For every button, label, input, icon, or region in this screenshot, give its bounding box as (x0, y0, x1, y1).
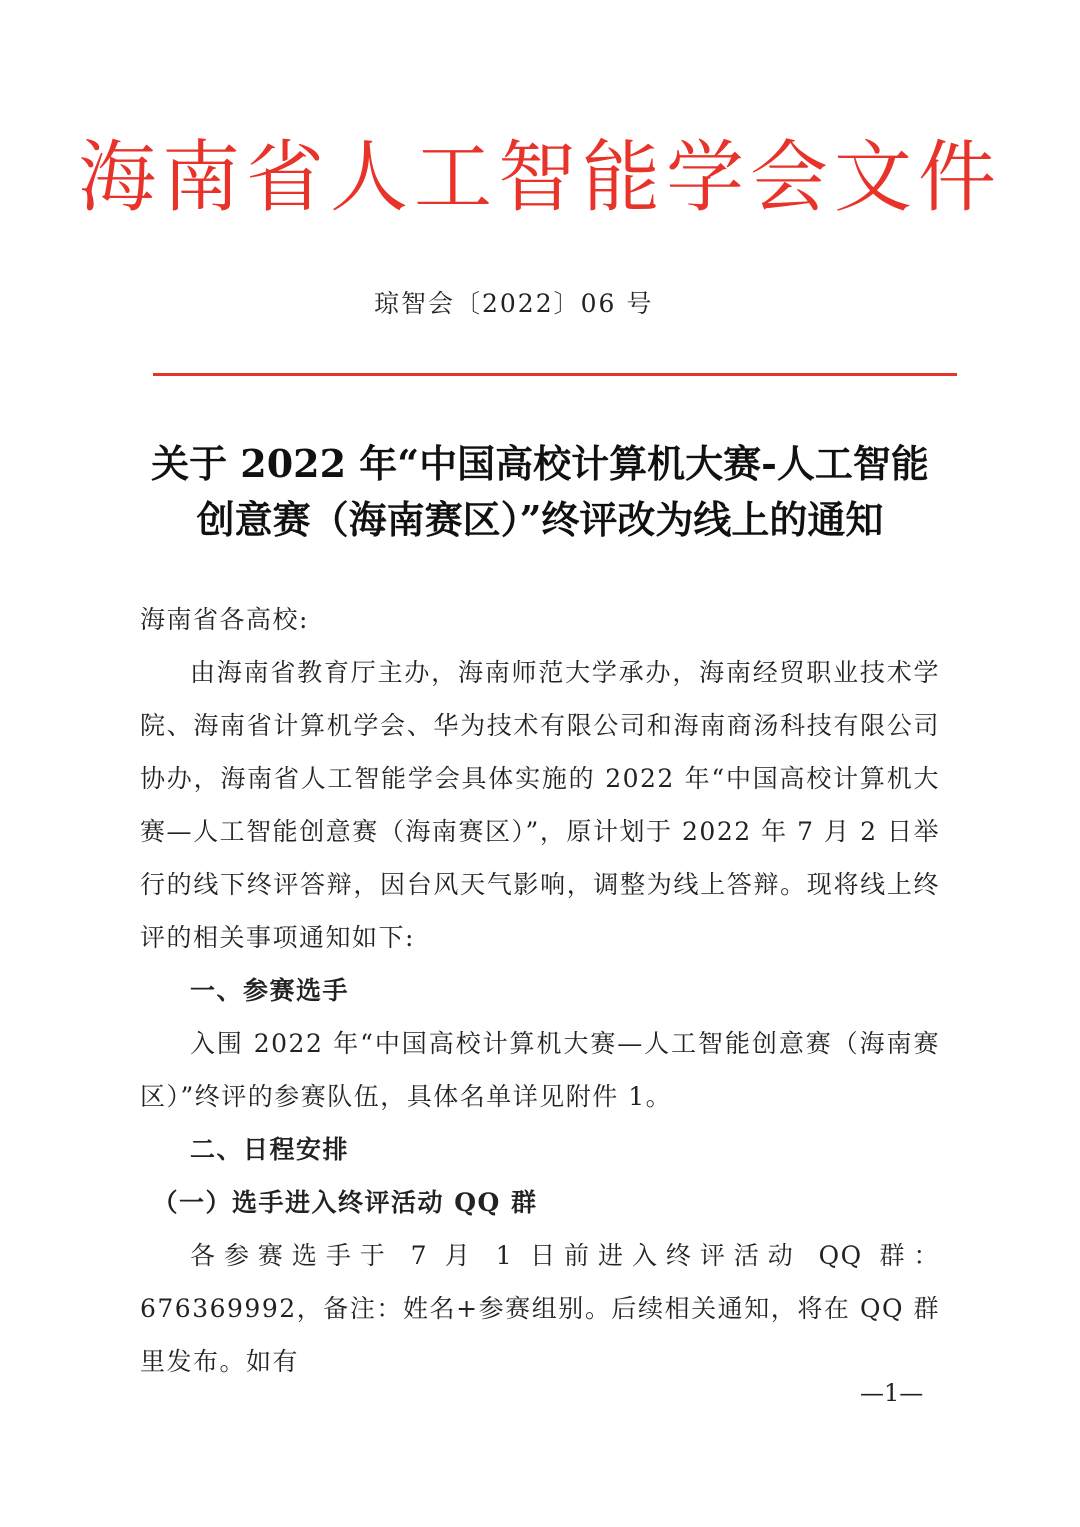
paragraph-qq-group: 各参赛选手于 7 月 1 日前进入终评活动 QQ 群：676369992，备注：姓名+参赛组别。后续相关通知，将在 QQ 群里发布。如有 (140, 1241, 940, 1376)
org-header-title: 海南省人工智能学会文件 (77, 133, 1002, 223)
subsection-heading-qq-group: （一）选手进入终评活动 QQ 群 (152, 1188, 538, 1217)
section-heading-schedule: 二、日程安排 (190, 1135, 350, 1164)
salutation: 海南省各高校: (140, 605, 309, 634)
document-body (140, 593, 940, 1388)
paragraph-participants: 入围 2022 年“中国高校计算机大赛—人工智能创意赛（海南赛区）”终评的参赛队伍，具体名单详见附件 1。 (140, 1029, 940, 1111)
title-line-2: 创意赛（海南赛区）”终评改为线上的通知 (196, 497, 884, 542)
document-title (120, 436, 960, 548)
page-number: —1— (860, 1379, 924, 1407)
paragraph-intro: 由海南省教育厅主办，海南师范大学承办，海南经贸职业技术学院、海南省计算机学会、华为技术有限公司和海南商汤科技有限公司协办，海南省人工智能学会具体实施的 2022 年“中国高校计算机大赛—人工智能创意赛（海南赛区）”，原计划于 2022 年 7 月 2 日举行的线下终评答辩，因台风天气影响，调整为线上答辩。现将线上终评的相关事项通知如下: (140, 658, 940, 952)
section-heading-participants: 一、参赛选手 (190, 976, 350, 1005)
document-number: 琼智会〔2022〕06 号 (374, 289, 654, 318)
red-divider-line (153, 373, 957, 376)
title-line-1: 关于 2022 年“中国高校计算机大赛-人工智能 (151, 441, 929, 486)
